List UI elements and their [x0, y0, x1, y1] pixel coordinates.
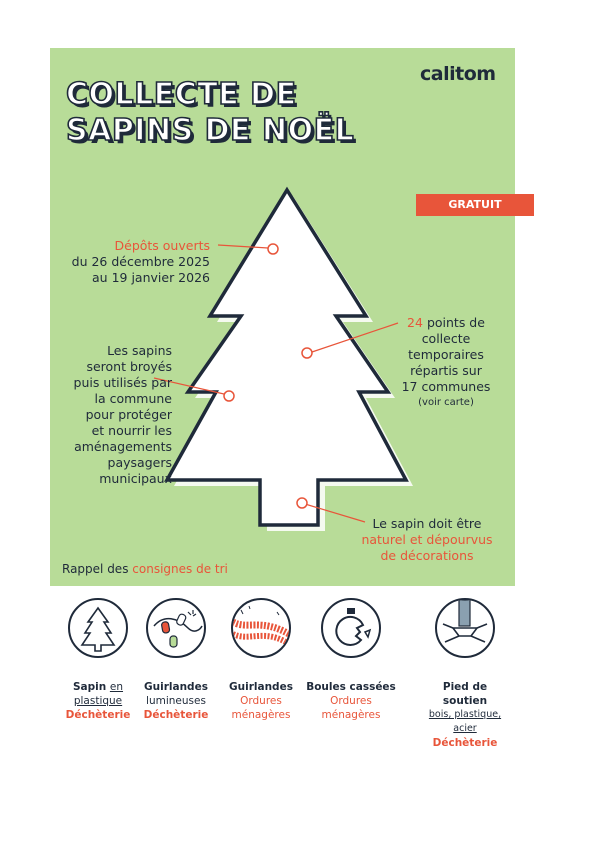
sorting-item-tree-stand: Pied de soutien bois, plastique, acier Déchèterie: [420, 598, 510, 750]
sorting-item-string-lights: Guirlandes lumineuses Déchèterie: [131, 598, 221, 722]
tree-icon: [68, 598, 128, 658]
title-line-2: SAPINS DE NOËL: [66, 113, 355, 148]
title-line-1: COLLECTE DE: [66, 77, 297, 112]
marker-dates: [268, 244, 278, 254]
sorting-item-plastic-tree: Sapin en plastique Déchèterie: [53, 598, 143, 722]
marker-points: [302, 348, 312, 358]
marker-condition: [297, 498, 307, 508]
tree-stand-icon: [435, 598, 495, 658]
sorting-item-broken-baubles: Boules cassées Ordures ménagères: [306, 598, 396, 722]
sorting-guide: [0, 598, 595, 749]
dates-annotation: Dépôts ouverts du 26 décembre 2025 au 19 janvier 2026: [71, 238, 210, 285]
usage-annotation: Les sapins seront broyés puis utilisés par la commune pour protéger et nourrir les aménagements paysagers municipaux: [73, 343, 172, 486]
sorting-item-tinsel: Guirlandes Ordures ménagères: [216, 598, 306, 722]
points-annotation: 24 points de collecte temporaires répartis sur 17 communes (voir carte): [401, 315, 491, 408]
marker-usage: [224, 391, 234, 401]
string-lights-icon: [146, 598, 206, 658]
condition-annotation: Le sapin doit être naturel et dépourvus de décorations: [361, 516, 493, 563]
broken-bauble-icon: [321, 598, 381, 658]
free-badge: GRATUIT: [416, 194, 534, 216]
tinsel-icon: [231, 598, 291, 658]
calitom-logo: calitom: [420, 63, 496, 85]
sorting-reminder: Rappel des consignes de tri: [62, 562, 228, 576]
